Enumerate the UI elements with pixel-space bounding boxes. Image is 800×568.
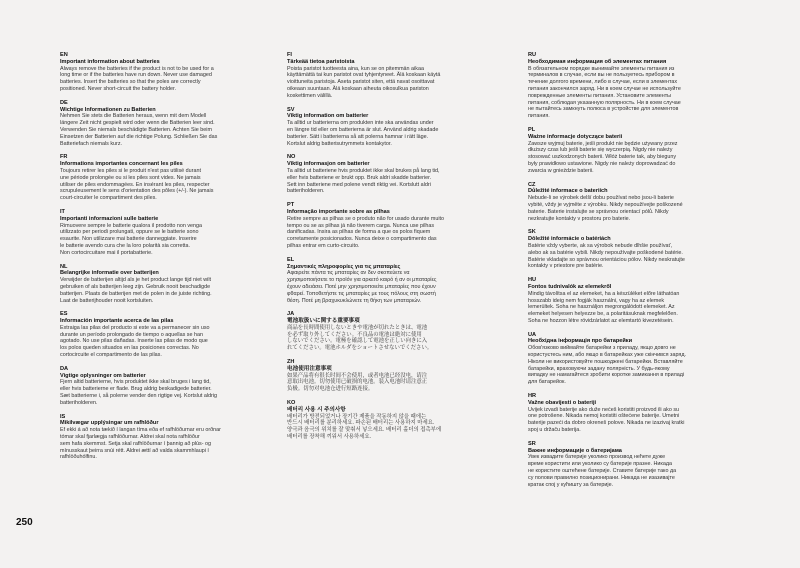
section-body: В обязательном порядке вынимайте элементы питания из терминалов в случае, если вы не пользуетесь прибором в течение долгого времени, либо в случае, если в элементах питания закончился заряд. Ни в коем случае не используйте поврежденные элементы питания. Установите элементы питания, соблюдая указанную полярность. Ни в коем случае не пытайтесь замкнуть полюса в устройстве для элементов питания.	[528, 65, 681, 120]
language-code: SK	[528, 229, 536, 236]
language-code: IT	[60, 208, 65, 215]
section-title: Importanti informazioni sulle batterie	[60, 215, 159, 222]
section-body: Nebude-li se výrobek delší dobu používat nebo jsou-li baterie vybité, vždy je vyjměte z výrobku. Nikdy nepoužívejte poškozené baterie. Baterie instalujte se správnou orientací pólů. Nikdy nezkratujte kontakty v prostoru pro baterie.	[528, 195, 683, 222]
section-body: Batérie vždy vyberte, ak sa výrobok nebude dlhšie používať, alebo ak sa batérie vybili. Nikdy nepoužívajte poškodené batérie. Batérie vkladajte so správnou orientáciou pólov. Nikdy neskratujte kontakty v priestore pre batérie.	[528, 242, 685, 270]
section-title: Važne obavijesti o bateriji	[528, 399, 597, 406]
language-section	[287, 202, 487, 250]
section-title: Σημαντικές πληροφορίες για τις μπαταρίες	[287, 263, 401, 270]
language-code: NL	[60, 263, 68, 270]
section-body: Ta alltid ur batterierna om produkten inte ska användas under en längre tid eller om batterierna är slut. Använd aldrig skadade batterier. Sätt i batterierna så att polerna hamnar i rätt läge. Kortslut aldrig batterisutrymmets kontakytor.	[287, 120, 439, 147]
language-code: RU	[528, 52, 537, 58]
language-section	[287, 359, 487, 393]
section-body: 배터리가 방전되었거나 장기간 제품을 작동하지 않을 때에는 반드시 배터리를 분리하세요. 파손된 배터리는 사용하지 마세요. 양극과 음극의 위치를 잘 맞춰서 넣으세요. 배터리 홀더의 접촉부에 배터리를 장착해 끼워서 사용하세요.	[287, 413, 442, 441]
language-section	[528, 277, 728, 325]
language-code: PT	[287, 202, 295, 209]
section-title: Belangrijke informatie over batterijen	[60, 270, 159, 277]
language-code: SV	[287, 106, 295, 113]
language-section	[60, 264, 260, 305]
language-section	[528, 441, 728, 489]
section-title: 電池取扱いに関する重要事項	[287, 318, 360, 325]
language-code: UA	[528, 331, 537, 338]
section-title: 배터리 사용 시 주의사항	[287, 406, 346, 413]
section-title: Fontos tudnivalók az elemekről	[528, 283, 612, 290]
language-section	[528, 393, 728, 434]
section-body: 如果产品将有很长时间不会使用，或者电池已经没电，请注 意取出电池。切勿使用已破损的电池。装入电池时请注意正 负极。切勿对电池仓进行短路连接。	[287, 372, 428, 393]
section-title: 电池使用注意事项	[287, 365, 332, 372]
language-section	[60, 209, 260, 257]
language-code: HR	[528, 393, 537, 400]
language-section	[528, 229, 728, 270]
section-body: Poista paristot tuotteesta aina, kun se on pitemmän aikaa käyttämättä tai kun paristot ovat tyhjentyneet. Älä koskaan käytä vioittuneita paristoja. Aseta paristot siten, että navat osoittavat oikeaan suuntaan. Älä koskaan aiheuta oikosulkua pariston koskettimen välillä.	[287, 65, 441, 99]
section-body: Toujours retirer les piles si le produit n'est pas utilisé durant une période prolongée ou si les piles sont vides. Ne jamais utiliser de piles endommagées. En insérant les piles, respecter scrupuleusement le sens d'orientation des pôles (+/-). Ne jamais court-circuiter le compartiment des piles.	[60, 167, 214, 202]
section-body: Always remove the batteries if the product is not to be used for a long time or if the batteries have run down. Never use damaged batteries. Insert the batteries so that the poles are correctly positioned. Never short-circuit the battery holder.	[60, 65, 214, 92]
language-code: HU	[528, 277, 537, 284]
section-body: Zawsze wyjmuj baterie, jeśli produkt nie będzie używany przez dłuższy czas lub jeśli baterie się wyczerpią. Nigdy nie należy stosować uszkodzonych baterii. Włóż baterie tak, aby bieguny były prawidłowo ustawione. Nigdy nie należy doprowadzać do zwarcia w gnieździe baterii.	[528, 140, 678, 174]
language-section	[287, 154, 487, 195]
language-section	[287, 257, 487, 305]
section-body: 商品を長時間使用しないときや電池が切れたときは、電池 を必ず取り外してください。不良品の電池は絶対に使用 しないでください。電極を確認して電池を正しい向きに入 れてください。電池ホルダをショートさせないでください。	[287, 324, 433, 352]
section-title: Mikilvægar upplýsingar um rafhlöður	[60, 420, 159, 427]
language-code: IS	[60, 413, 66, 420]
language-code: ES	[60, 311, 68, 318]
section-title: Wichtige Informationen zu Batterien	[60, 106, 156, 113]
language-code: EN	[60, 52, 68, 58]
section-title: Необходимая информация об элементах питания	[528, 58, 667, 65]
section-title: Important information about batteries	[60, 58, 160, 65]
section-title: Tärkeää tietoa paristoista	[287, 58, 355, 65]
language-section	[528, 127, 728, 175]
section-body: Verwijder de batterijen altijd als je het product lange tijd niet wilt gebruiken of als batterijen leeg zijn. Gebruik nooit beschadigde batterijen. Plaats de batterijen met de polen in de juiste richting. Laat de batterijhouder nooit kortsluiten.	[60, 277, 212, 304]
language-section	[287, 400, 487, 441]
section-title: Vigtige oplysninger om batterier	[60, 372, 146, 379]
section-title: Informations importantes concernant les piles	[60, 161, 183, 168]
column-2	[287, 52, 487, 448]
language-section	[60, 311, 260, 359]
section-title: Ważne informacje dotyczące baterii	[528, 133, 623, 140]
language-section	[287, 311, 487, 352]
language-code: FI	[287, 52, 292, 58]
section-body: Extraiga las pilas del producto si este va a permanecer sin uso durante un período prolongado de tiempo o aquellas se han agotado. No use pilas dañadas. Inserte las pilas de modo que los polos queden situados en las posiciones correctas. No cortocircuite el compartimento de las pilas.	[60, 324, 210, 359]
section-body: Uvijek izvadi baterije ako duže nećeš koristiti proizvod ili ako su one potrošene. Nikada nemoj koristiti oštećene baterije. Umetni baterije pazeći da dobro okreneš polove. Nikada ne izazivaj kratki spoj u držaču baterija.	[528, 406, 685, 434]
language-code: JA	[287, 311, 295, 318]
section-body: Ta alltid ut batteriene hvis produktet ikke skal brukes på lang tid, eller hvis batteriene er brukt opp. Bruk aldri skadde batterier. Sett inn batteriene med polene vendt riktig vei. Kortslutt aldri batteriholderen.	[287, 167, 440, 195]
page-number: 250	[16, 517, 33, 528]
section-body: Nehmen Sie stets die Batterien heraus, wenn mit dem Modell längere Zeit nicht gespielt wird oder wenn die Batterien leer sind. Verwenden Sie niemals beschädigte Batterien. Achten Sie beim Einsetzen der Batterien auf die richtige Polung. Schließen Sie das Batteriefach niemals kurz.	[60, 113, 218, 147]
language-code: KO	[287, 400, 296, 407]
language-section	[60, 154, 260, 202]
language-code: SR	[528, 440, 536, 447]
language-code: DE	[60, 99, 68, 106]
language-section	[528, 332, 728, 386]
section-body: Rimuovere sempre le batterie qualora il prodotto non venga utilizzato per periodi prolungati, oppure se le batterie sono esaurite. Non utilizzare mai batterie danneggiate. Inserire le batterie avendo cura che la loro polarità sia corretta. Non cortocircuitare mai il portabatterie.	[60, 222, 203, 256]
language-code: CZ	[528, 181, 536, 188]
language-section	[287, 52, 487, 100]
language-code: FR	[60, 154, 68, 161]
section-title: Необхідна інформація про батарейки	[528, 338, 633, 345]
language-section	[60, 414, 260, 462]
section-title: Dôležité informácie o batériách	[528, 236, 611, 243]
section-body: Fjern altid batterierne, hvis produktet ikke skal bruges i lang tid, eller hvis batterierne er flade. Brug aldrig beskadigede batterier. Sæt batterierne i, så polerne vender den rigtige vej. Kortslut aldrig batteriholderen.	[60, 379, 218, 406]
section-title: Viktig informasjon om batterier	[287, 161, 370, 168]
section-title: Важне информације о батеријама	[528, 447, 622, 454]
language-section	[528, 182, 728, 223]
section-body: Увек извадите батерије уколико производ нећете дуже време користити или уколико су батерије празне. Никада не користите оштећене батерије. Ставите батерије тако да су полови правилно позиционирани. Никада не изазивајте кратак спој у кућишту за батерије.	[528, 454, 677, 488]
language-code: PL	[528, 126, 536, 133]
column-3	[528, 52, 728, 495]
section-body: Ef ekki á að nota tækið í langan tíma eða ef rafhlöðurnar eru orðnar tómar skal fjarlægja rafhlöðurnar. Aldrei skal nota rafhlöður sem hafa skemmst. Setja skal rafhlöðurnar í þannig að plús- og mínusskaut þeirra snúi rétt. Aldrei ættí að valda skammhlaupi í rafhlöðuhólfinu.	[60, 427, 221, 461]
language-code: EL	[287, 256, 295, 263]
section-title: Informação importante sobre as pilhas	[287, 208, 390, 215]
section-body: Αφαιρείτε πάντα τις μπαταρίες αν δεν σκοπεύετε να χρησιμοποιήσετε το προϊόν για αρκετό καιρό ή αν οι μπαταρίες έχουν αδειάσει. Ποτέ μην χρησιμοποιείτε μπαταρίες που έχουν φθαρεί. Τοποθετήστε τις μπαταρίες με τους πόλους στη σωστή θέση. Ποτέ μη βραχυκυκλώνετε τη θήκη των μπαταριών.	[287, 270, 437, 304]
section-body: Retire sempre as pilhas se o produto não for usado durante muito tempo ou se as pilhas já não tiverem carga. Nunca use pilhas danificadas. Insira as pilhas de forma a que os polos fiquem corretamente posicionados. Nunca deixe o compartimento das pilhas entrar em curto-circuito.	[287, 215, 445, 249]
language-code: NO	[287, 154, 296, 161]
language-section	[60, 100, 260, 148]
section-title: Información importante acerca de las pilas	[60, 318, 174, 325]
language-code: DA	[60, 365, 69, 372]
language-section	[528, 52, 728, 120]
section-body: Mindig távolítsa el az elemeket, ha a készüléket előre láthatóan hosszabb ideig nem fogják használni, vagy ha az elemek lemerültek. Soha ne használjon megrongálódott elemeket. Az elemeket helyesen helyezze be, a polaritásuknak megfelelően. Soha ne hozzon létre rövidzárlatot az elemtartó kivezetésein.	[528, 290, 680, 324]
language-section	[287, 107, 487, 148]
language-code: ZH	[287, 359, 295, 366]
section-title: Viktig information om batterier	[287, 113, 369, 120]
language-section	[60, 366, 260, 407]
section-title: Důležité informace o bateriích	[528, 188, 608, 195]
column-1	[60, 52, 260, 468]
language-section	[60, 52, 260, 93]
section-body: Обов'язково виймайте батарейки з приладу, якщо довго не користуєтесь ним, або якщо в батарейках уже скінчився заряд. Ніколи не використовуйте пошкоджені батарейки. Вставляйте батарейки, враховуючи задану полярність. У будь-якому випадку не намагайтеся зробити коротке замикання в приладі для батарейок.	[528, 345, 686, 386]
